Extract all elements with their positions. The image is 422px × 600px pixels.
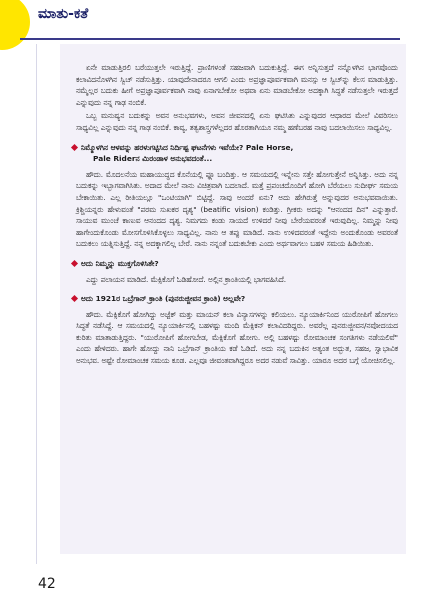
question-3: [72, 293, 398, 305]
intro-paragraph-1: ಏನೇ ಮಾಡುತ್ತಿರಲಿ ಬರೆಯುತ್ತಲೇ ಇರುತ್ತಿದ್ದೆ. ಪ್ರಾಣಿಗಳಂತೆ ಸಹಜವಾಗಿ ಬದುಕುತ್ತಿದ್ದೆ. ಈಗ ಅನ್ನಿಸುತ್ತದೆ ನನ್ನೊಳಗಿನ ಭಾಗವೊಂದು ಕಲಾವಿದನೊಳಗಿನ ಸ್ವಿಚ್ ನಡೆಸುತ್ತಿತ್ತು. ಯಾವುದೇನಾದರೂ ಆಗಲಿ ಎಂದು ಅಪ್ರಜ್ಞಾಪೂರ್ವಕವಾಗಿ ಮನಸ್ಸು ಆ ಸ್ವಿಚ್‌ನ್ನು ಕೆಲಸ ಮಾಡುತ್ತಿತ್ತು. ನಮ್ಮೆಲ್ಲರ ಬದುಕು ಹೀಗೆ ಅಪ್ರಜ್ಞಾಪೂರ್ವಕವಾಗಿ ನಾವು ಏನಾಗಬೇಕೋ ಅಥವಾ ಏನು ಮಾಡಬೇಕೋ ಅದಕ್ಕಾಗಿ ಸಿದ್ಧತೆ ನಡೆಸುತ್ತಲೇ ಇರುತ್ತದೆ ಎನ್ನುವುದು ನನ್ನ ಗಾಢ ನಂಬಿಕೆ.: [76, 63, 398, 107]
page-number: 42: [38, 576, 56, 592]
question-1-line-1: ನಿಮ್ಮೊಳಗಿನ ಆಳವನ್ನು ಹರಳುಗಟ್ಟಿಸಿದ ನಿರ್ದಿಷ್ಟ ಘಟನೆಗಳು ಇವೆಯೇ? Pale Horse,: [81, 142, 294, 152]
diamond-bullet-icon: [71, 260, 78, 267]
question-1-line-2: Pale Riderನ ಮಿರಂಡಾಳ ಅನುಭವದಂತೆ...: [93, 154, 213, 164]
answer-1: ಹೌದು. ಮೊದಲನೆಯ ಮಹಾಯುದ್ಧದ ಕೊನೆಯಲ್ಲಿ ಫ್ಲೂ ಬಂದಿತ್ತು. ಆ ಸಮಯದಲ್ಲಿ ಇನ್ನೇನು ಸತ್ತೇ ಹೋಗುತ್ತೇನೆ ಅನ್ನಿಸಿತ್ತು. ಅದು ನನ್ನ ಬದುಕನ್ನು ಇಬ್ಭಾಗವಾಗಿಸಿತು. ಅದಾದ ಮೇಲೆ ನಾನು ವಿಚಿತ್ರವಾಗಿ ಬದಲಾದೆ. ಮತ್ತೆ ಪ್ರಪಂಚದೊಂದಿಗೆ ಹೋಗಿ ಬೆರೆಯಲು ಸುದೀರ್ಘ ಸಮಯ ಬೇಕಾಯಿತು. ಎಲ್ಲ ರೀತಿಯಲ್ಲೂ "ಒಂಟಿಯಾಗಿ" ಬಿಟ್ಟಿದ್ದೆ. ಸಾವು ಅಂದರೆ ಏನು? ಅದು ಹೇಗಿರುತ್ತೆ ಅನ್ನುವುದರ ಅನುಭವವಾಯಿತು. ಕ್ರಿಶ್ಚಿಯನ್ನರು ಹೇಳುವಂತೆ "ಪರಮ ಸುಖಕರ ದೃಶ್ಯ" (beatific vision) ಕಂಡಿತ್ತು. ಗ್ರೀಕರು ಅದನ್ನು "ಆನಂದದ ದಿನ" ಎನ್ನುತ್ತಾರೆ. ಸಾಯುವ ಮುಂಚೆ ಕಾಣುವ ಆನಂದದ ದೃಶ್ಯ. ನಿಮಗದು ಕಂಡು ಸಾಯದೆ ಉಳಿದರೆ ನೀವು ಬೇರೆಯವರಂತೆ ಇರುವುದಿಲ್ಲ. ನಿಮ್ಮನ್ನು ನೀವು ಹಾಗೇಂದುಕೊಂಡು ಮೋಸಗೊಳಿಸಿಕೊಳ್ಳಲು ಸಾಧ್ಯವಿಲ್ಲ. ನಾನು ಆ ತಪ್ಪು ಮಾಡಿದೆ. ನಾನು ಉಳಿದವರಂತೆ ಇದ್ದೇನು ಅಂದುಕೊಂಡು ಅವರಂತೆ ಬದುಕಲು ಯತ್ನಿಸುತ್ತಿದ್ದೆ. ನನ್ನ ಅದಕ್ಕಾಗಲಿಲ್ಲ ಬೇರೆ. ನಾನು ನನ್ನಂತೆ ಬದುಕಬೇಕು ಎಂದು ಅರ್ಥವಾಗಲು ಬಹಳ ಸಮಯ ಹಿಡಿಯಿತು.: [76, 169, 398, 249]
header: [0, 0, 422, 30]
question-1: [72, 142, 398, 165]
question-2-text: ಅದು ನಿಮ್ಮನ್ನು ಮುಕ್ತಗೊಳಿಸಿತೇ?: [81, 258, 159, 268]
answer-3: ಹೌದು. ಮೆಕ್ಸಿಕೊಗೆ ಹೋಗಿದ್ದು ಅಜ್ಟೆಕ್ ಮತ್ತು ಮಾಯನ್ ಕಲಾ ವಿನ್ಯಾಸಗಳನ್ನು ಕಲಿಯಲು. ನ್ಯೂಯಾರ್ಕಿನಿಂದ ಯುರೋಪಿಗೆ ಹೋಗಲು ಸಿದ್ಧತೆ ನಡೆಸಿದ್ದೆ. ಆ ಸಮಯದಲ್ಲಿ ನ್ಯೂಯಾರ್ಕಿನಲ್ಲಿ ಬಹಳಷ್ಟು ಮಂದಿ ಮೆಕ್ಸಿಕನ್ ಕಲಾವಿದರಿದ್ದರು. ಅವರೆಲ್ಲ ಪುನರುಜ್ಜೀವನ/ನವೋದಯದ ಕುರಿತು ಮಾತಾಡುತ್ತಿದ್ದರು. "ಯುರೋಪಿಗೆ ಹೋಗಬೇಡ, ಮೆಕ್ಸಿಕೊಗೆ ಹೋಗು. ಅಲ್ಲಿ ಬಹಳಷ್ಟು ರೋಮಾಂಚಕ ಸಂಗತಿಗಳು ನಡೆಯಲಿವೆ" ಎಂದು ಹೇಳಿದರು. ಹಾಗೇ ಹೋದ್ದು ನಾನಿ ಒಬ್ರೆಗಾನ್ ಕ್ರಾಂತಿಯ ಕಡೆ ಓಡಿದೆ. ಅದು ನನ್ನ ಬದುಕಿನ ಅತ್ಯಂತ ಅದ್ಭುತ, ಸಹಜ, ಸ್ವಾಭಾವಿಕ ಅನುಭವ. ಅಷ್ಟೇ ರೋಮಾಂಚಕ ಸಮಯ ಕೂಡ. ಎಲ್ಲವೂ ಜೀವಂತವಾಗಿದ್ದರೂ ಅದರ ನಡುವೆ ಸಾವಿತ್ತು. ಯಾರೂ ಅದರ ಬಗ್ಗೆ ಯೋಚಿಸಲಿಲ್ಲ.: [76, 309, 398, 366]
diamond-bullet-icon: [71, 144, 78, 151]
question-3-text: ಅದು 1921ರ ಒಬ್ರೆಗಾನ್ ಕ್ರಾಂತಿ (ಪುನರುಜ್ಜೀವನ ಕ್ರಾಂತಿ) ಅಲ್ಲವೇ?: [81, 294, 246, 304]
article-body: [76, 62, 398, 369]
diamond-bullet-icon: [71, 295, 78, 302]
intro-paragraph-2: ಒಬ್ಬ ಮನುಷ್ಯನ ಬದುಕನ್ನು ಅವನ ಅನುಭವಗಳು, ಅವನ ಜೀವನದಲ್ಲಿ ಏನು ಘಟಿಸಿತು ಎನ್ನುವುದರ ಆಧಾರದ ಮೇಲೆ ವಿವರಿಸಲು ಸಾಧ್ಯವಿಲ್ಲ ಎನ್ನುವುದು ನನ್ನ ಗಾಢ ನಂಬಿಕೆ. ಕಾವ್ಯ, ತತ್ವಶಾಸ್ತ್ರಗಳೆಲ್ಲದರ ಹೊರತಾಗಿಯೂ ನಮ್ಮ ಹಣೆಬರಹ ನಾವು ಬದಲಾಯಿಸಲು ಸಾಧ್ಯವಿಲ್ಲ.: [76, 111, 398, 132]
header-divider: [20, 38, 400, 40]
question-2: [72, 258, 398, 270]
margin-rule: [36, 44, 37, 564]
section-title: ಮಾತು-ಕತೆ: [38, 6, 89, 22]
answer-2: ಎದ್ದು ಪಲಾಯನ ಮಾಡಿದೆ. ಮೆಕ್ಸಿಕೊಗೆ ಓಡಿಹೋದೆ. ಅಲ್ಲಿನ ಕ್ರಾಂತಿಯಲ್ಲಿ ಭಾಗವಹಿಸಿದೆ.: [86, 274, 287, 284]
